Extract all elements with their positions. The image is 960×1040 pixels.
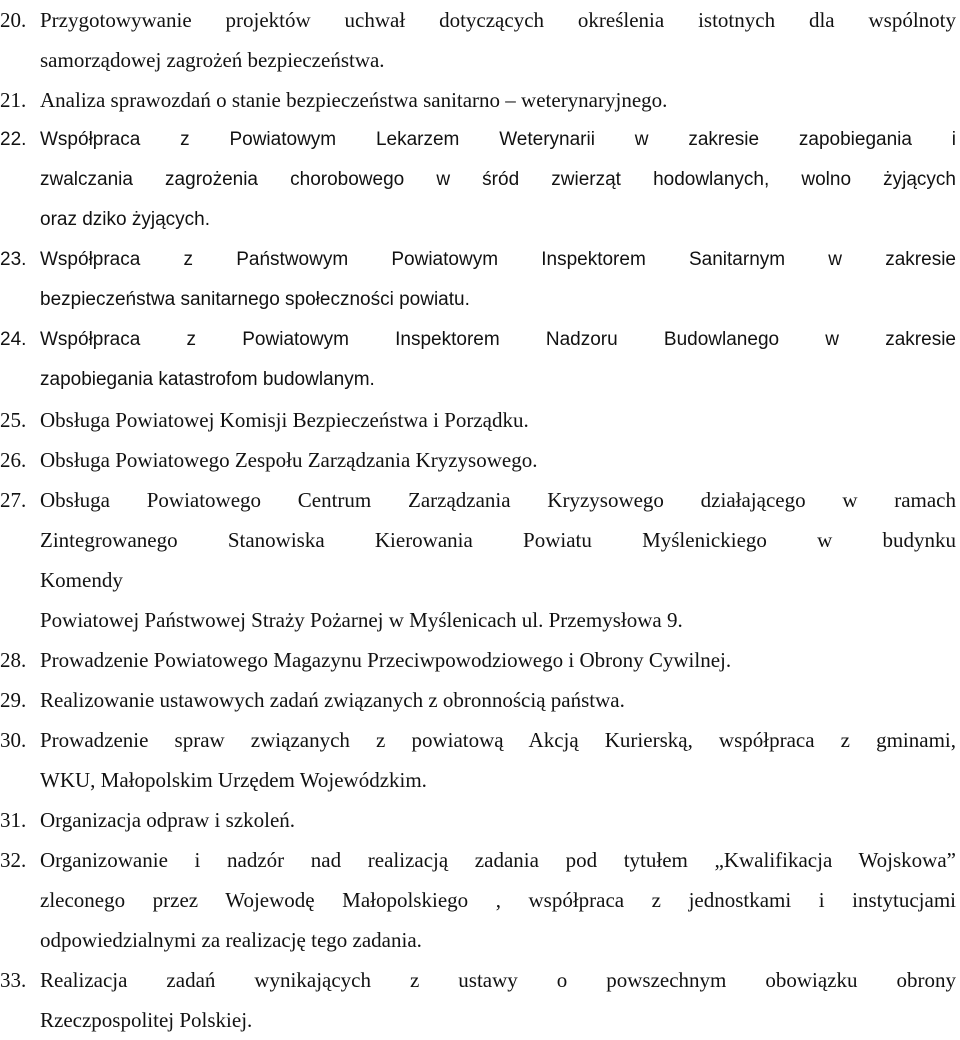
- item-text: [40, 960, 956, 1040]
- list-item-30: [0, 720, 956, 800]
- item-line: Obsługa Powiatowej Komisji Bezpieczeństwa i Porządku.: [40, 408, 529, 432]
- item-line: zwalczania zagrożenia chorobowego w śród zwierząt hodowlanych, wolno żyjących: [40, 169, 956, 190]
- item-line: Współpraca z Powiatowym Inspektorem Nadzoru Budowlanego w zakresie: [40, 329, 956, 350]
- item-line: zapobiegania katastrofom budowlanym.: [40, 369, 375, 390]
- list-item-32: [0, 840, 956, 960]
- item-number: 31.: [0, 808, 27, 832]
- list-item-23: [0, 240, 956, 320]
- item-number: 22.: [0, 129, 27, 150]
- item-line: Współpraca z Powiatowym Lekarzem Weterynarii w zakresie zapobiegania i: [40, 129, 956, 150]
- item-text: [40, 400, 956, 440]
- item-line: Analiza sprawozdań o stanie bezpieczeństwa sanitarno – weterynaryjnego.: [40, 88, 668, 112]
- item-line: Organizacja odpraw i szkoleń.: [40, 808, 296, 832]
- item-number: 23.: [0, 249, 27, 270]
- item-number: 21.: [0, 88, 27, 112]
- item-line: bezpieczeństwa sanitarnego społeczności powiatu.: [40, 289, 470, 310]
- item-text: [40, 680, 956, 720]
- item-line: Realizacja zadań wynikających z ustawy o powszechnym obowiązku obrony: [40, 968, 956, 992]
- item-line: Współpraca z Państwowym Powiatowym Inspektorem Sanitarnym w zakresie: [40, 249, 956, 270]
- item-number: 24.: [0, 329, 27, 350]
- item-line: Komendy: [40, 568, 123, 592]
- item-line: samorządowej zagrożeń bezpieczeństwa.: [40, 48, 385, 72]
- list-item-31: [0, 800, 956, 840]
- item-text: [40, 480, 956, 640]
- item-line: Obsługa Powiatowego Zespołu Zarządzania Kryzysowego.: [40, 448, 538, 472]
- item-line: Przygotowywanie projektów uchwał dotyczących określenia istotnych dla wspólnoty: [40, 8, 956, 32]
- list-item-27: [0, 480, 956, 640]
- list-item-20: [0, 0, 956, 80]
- item-number: 33.: [0, 968, 27, 992]
- list-item-22: [0, 120, 956, 240]
- item-number: 20.: [0, 8, 27, 32]
- item-number: 27.: [0, 488, 27, 512]
- item-line: odpowiedzialnymi za realizację tego zadania.: [40, 928, 422, 952]
- item-line: Powiatowej Państwowej Straży Pożarnej w Myślenicach ul. Przemysłowa 9.: [40, 608, 683, 632]
- item-line: Zintegrowanego Stanowiska Kierowania Powiatu Myślenickiego w budynku: [40, 528, 956, 552]
- item-text: [40, 120, 956, 240]
- list-item-21: [0, 80, 956, 120]
- list-item-24: [0, 320, 956, 400]
- item-text: [40, 80, 956, 120]
- item-number: 29.: [0, 688, 27, 712]
- item-line: Obsługa Powiatowego Centrum Zarządzania Kryzysowego działającego w ramach: [40, 488, 956, 512]
- item-line: WKU, Małopolskim Urzędem Wojewódzkim.: [40, 768, 427, 792]
- item-line: zleconego przez Wojewodę Małopolskiego , współpraca z jednostkami i instytucjami: [40, 888, 956, 912]
- item-line: Realizowanie ustawowych zadań związanych z obronnością państwa.: [40, 688, 625, 712]
- list-item-26: [0, 440, 956, 480]
- item-line: Prowadzenie Powiatowego Magazynu Przeciwpowodziowego i Obrony Cywilnej.: [40, 648, 732, 672]
- item-text: [40, 240, 956, 320]
- list-item-29: [0, 680, 956, 720]
- item-number: 25.: [0, 408, 27, 432]
- item-number: 32.: [0, 848, 27, 872]
- item-number: 26.: [0, 448, 27, 472]
- item-number: 30.: [0, 728, 27, 752]
- list-item-33: [0, 960, 956, 1040]
- item-line: oraz dziko żyjących.: [40, 209, 211, 230]
- list-item-28: [0, 640, 956, 680]
- item-text: [40, 720, 956, 800]
- list-item-25: [0, 400, 956, 440]
- item-text: [40, 0, 956, 80]
- item-line: Rzeczpospolitej Polskiej.: [40, 1008, 253, 1032]
- item-line: Prowadzenie spraw związanych z powiatową Akcją Kurierską, współpraca z gminami,: [40, 728, 956, 752]
- item-text: [40, 640, 956, 680]
- item-text: [40, 800, 956, 840]
- item-line: Organizowanie i nadzór nad realizacją zadania pod tytułem „Kwalifikacja Wojskowa”: [40, 848, 956, 872]
- item-number: 28.: [0, 648, 27, 672]
- item-text: [40, 840, 956, 960]
- item-text: [40, 320, 956, 400]
- item-text: [40, 440, 956, 480]
